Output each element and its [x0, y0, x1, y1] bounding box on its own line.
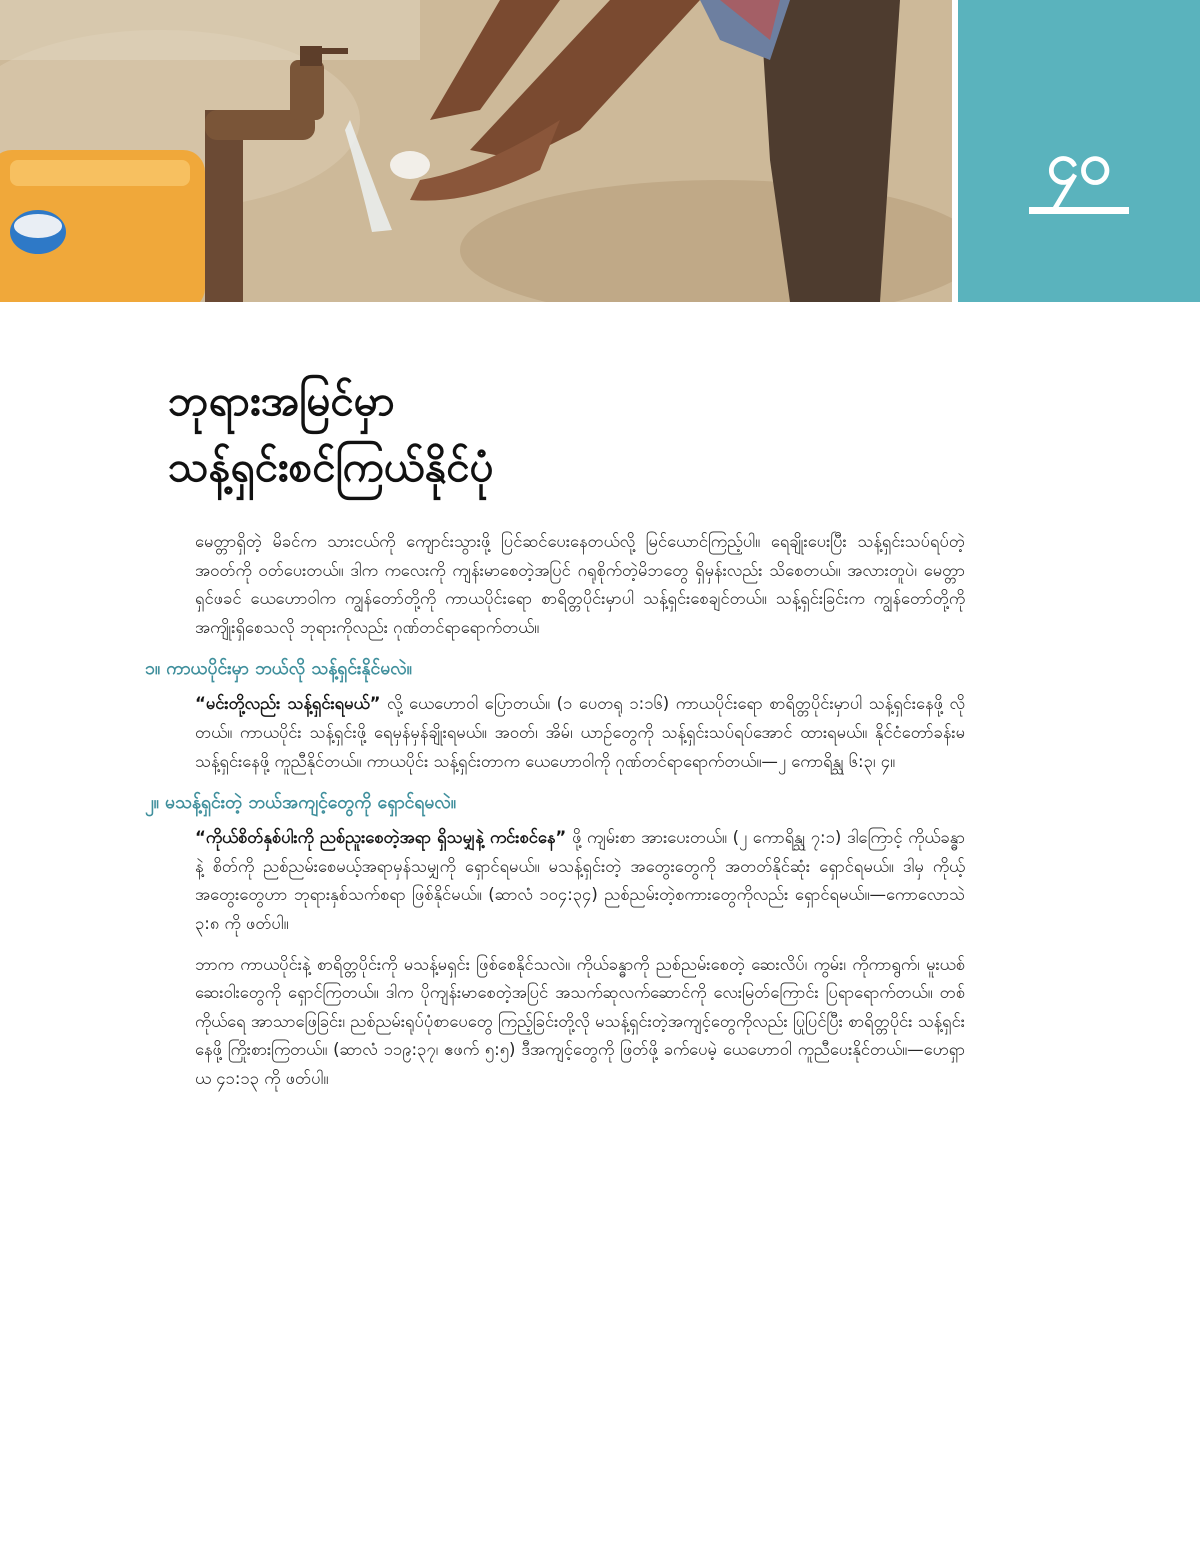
page-number-panel [958, 0, 1200, 302]
page-title [168, 368, 1028, 500]
article-body [145, 528, 965, 1106]
section-2-paragraph-2: ဘာက ကာယပိုင်းနဲ့ စာရိတ္တပိုင်းကို မသန့်မရှင်း ဖြစ်စေနိုင်သလဲ။ ကိုယ်ခန္ဓာကို ညစ်ညမ်းစေတဲ့ ဆေးလိပ်၊ ကွမ်း၊ ကိုကာရွက်၊ မူးယစ်ဆေးဝါးတွေကို ရှောင်ကြတယ်။ ဒါက ပိုကျန်းမာစေတဲ့အပြင် အသက်ဆုလက်ဆောင်ကို လေးမြတ်ကြောင်း ပြရာရောက်တယ်။ တစ်ကိုယ်ရေ အာသာဖြေခြင်း၊ ညစ်ညမ်းရုပ်ပုံစာပေတွေ ကြည့်ခြင်းတို့လို မသန့်ရှင်းတဲ့အကျင့်တွေကိုလည်း ပြုပြင်ပြီး စာရိတ္တပိုင်း သန့်ရှင်းနေဖို့ ကြိုးစားကြတယ်။ (ဆာလံ ၁၁၉:၃၇၊ ဧဖက် ၅:၅) ဒီအကျင့်တွေကို ဖြတ်ဖို့ ခက်ပေမဲ့ ယေဟောဝါ ကူညီပေးနိုင်တယ်။—ဟေရှာယ ၄၁:၁၃ ကို ဖတ်ပါ။ [195, 954, 965, 1088]
section-2-paragraph-1-text: ဖို့ ကျမ်းစာ အားပေးတယ်။ (၂ ကောရိန္သု ၇:၁) ဒါကြောင့် ကိုယ်ခန္ဓာနဲ့ စိတ်ကို ညစ်ညမ်းစေမယ့်အရာမှန်သမျှကို ရှောင်ရမယ်။ မသန့်ရှင်းတဲ့ အတွေးတွေကို အတတ်နိုင်ဆုံး ရှောင်ရမယ်။ ဒါမှ ကိုယ့်အတွေးတွေဟာ ဘုရားနှစ်သက်စရာ ဖြစ်နိုင်မယ်။ (ဆာလံ ၁၀၄:၃၄) ညစ်ညမ်းတဲ့စကားတွေကိုလည်း ရှောင်ရမယ်။—ကောလောသဲ ၃:၈ ကို ဖတ်ပါ။ [195, 828, 965, 933]
page-title-line-2: သန့်ရှင်းစင်ကြယ်နိုင်ပုံ [168, 442, 494, 491]
intro-paragraph: မေတ္တာရှိတဲ့ မိခင်က သားငယ်ကို ကျောင်းသွားဖို့ ပြင်ဆင်ပေးနေတယ်လို့ မြင်ယောင်ကြည့်ပါ။ ရေချိုးပေးပြီး သန့်ရှင်းသပ်ရပ်တဲ့ အဝတ်ကို ဝတ်ပေးတယ်။ ဒါက ကလေးကို ကျန်းမာစေတဲ့အပြင် ဂရုစိုက်တဲ့မိဘတွေ ရှိမှန်းလည်း သိစေတယ်။ အလားတူပဲ၊ မေတ္တာရှင်ဖခင် ယေဟောဝါက ကျွန်တော်တို့ကို ကာယပိုင်းရော စာရိတ္တပိုင်းမှာပါ သန့်ရှင်းစေချင်တယ်။ သန့်ရှင်းခြင်းက ကျွန်တော်တို့ကို အကျိုးရှိစေသလို ဘုရားကိုလည်း ဂုဏ်တင်ရာရောက်တယ်။ [195, 532, 965, 637]
page-number-underline [1029, 207, 1129, 214]
handwashing-photo-icon [0, 0, 952, 302]
section-1-paragraph-1-text: လို့ ယေဟောဝါ ပြောတယ်။ (၁ ပေတရု ၁:၁၆) ကာယပိုင်းရော စာရိတ္တပိုင်းမှာပါ သန့်ရှင်းနေဖို့ လိုတယ်။ ကာယပိုင်း သန့်ရှင်းဖို့ ရေမှန်မှန်ချိုးရမယ်။ အဝတ်၊ အိမ်၊ ယာဉ်တွေကို သန့်ရှင်းသပ်ရပ်အောင် ထားရမယ်။ နိုင်ငံတော်ခန်းမ သန့်ရှင်းနေဖို့ ကူညီနိုင်တယ်။ ကာယပိုင်း သန့်ရှင်းတာက ယေဟောဝါကို ဂုဏ်တင်ရာရောက်တယ်။—၂ ကောရိန္သု ၆:၃၊ ၄။ [195, 694, 965, 771]
section-2-paragraph-1 [195, 824, 965, 938]
section-1-paragraph-1 [195, 690, 965, 776]
hero-photo [0, 0, 952, 302]
section-2-quote: “ကိုယ်စိတ်နှစ်ပါးကို ညစ်ညူးစေတဲ့အရာ ရှိသမျှနဲ့ ကင်းစင်နေ” [195, 828, 567, 848]
page-number: ၄၀ [1046, 129, 1112, 197]
section-heading-1: ၁။ ကာယပိုင်းမှာ ဘယ်လို သန့်ရှင်းနိုင်မလဲ။ [145, 659, 412, 680]
section-heading-2: ၂။ မသန့်ရှင်းတဲ့ ဘယ်အကျင့်တွေကို ရှောင်ရမလဲ။ [145, 793, 457, 814]
section-1-quote: “မင်းတို့လည်း သန့်ရှင်းရမယ်” [195, 694, 381, 714]
page-title-line-1: ဘုရားအမြင်မှာ [168, 376, 395, 425]
